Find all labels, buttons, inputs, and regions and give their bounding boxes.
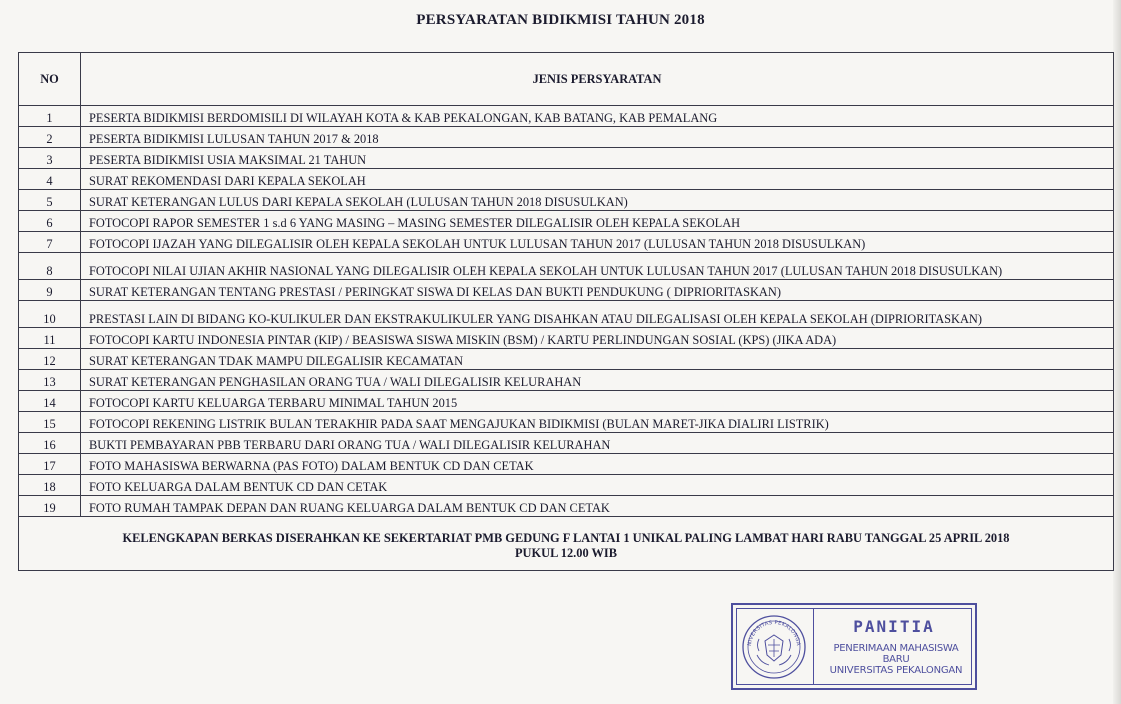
- row-requirement: FOTO KELUARGA DALAM BENTUK CD DAN CETAK: [81, 475, 1114, 496]
- table-row: [19, 454, 1114, 475]
- table-row: [19, 301, 1114, 328]
- row-number: 4: [19, 169, 81, 190]
- row-number: 9: [19, 280, 81, 301]
- row-requirement: SURAT KETERANGAN PENGHASILAN ORANG TUA / WALI DILEGALISIR KELURAHAN: [81, 370, 1114, 391]
- table-row: [19, 106, 1114, 127]
- row-number: 1: [19, 106, 81, 127]
- row-number: 8: [19, 253, 81, 280]
- table-row: [19, 391, 1114, 412]
- row-number: 16: [19, 433, 81, 454]
- table-row: [19, 169, 1114, 190]
- row-requirement: BUKTI PEMBAYARAN PBB TERBARU DARI ORANG TUA / WALI DILEGALISIR KELURAHAN: [81, 433, 1114, 454]
- row-number: 12: [19, 349, 81, 370]
- stamp-subtitle: PENERIMAAN MAHASISWA BARU: [833, 643, 959, 665]
- stamp-university: UNIVERSITAS PEKALONGAN: [829, 665, 963, 676]
- scan-edge: [1113, 0, 1121, 704]
- row-number: 18: [19, 475, 81, 496]
- row-number: 14: [19, 391, 81, 412]
- table-row: [19, 280, 1114, 301]
- header-requirement: JENIS PERSYARATAN: [81, 53, 1114, 106]
- row-number: 17: [19, 454, 81, 475]
- university-seal-icon: [739, 611, 809, 682]
- submission-note-line2: PUKUL 12.00 WIB: [514, 546, 617, 560]
- row-requirement: FOTO RUMAH TAMPAK DEPAN DAN RUANG KELUARGA DALAM BENTUK CD DAN CETAK: [81, 496, 1114, 517]
- row-requirement: SURAT REKOMENDASI DARI KEPALA SEKOLAH: [81, 169, 1114, 190]
- row-number: 6: [19, 211, 81, 232]
- row-number: 19: [19, 496, 81, 517]
- row-requirement: PESERTA BIDIKMISI LULUSAN TAHUN 2017 & 2018: [81, 127, 1114, 148]
- table-row: [19, 475, 1114, 496]
- document-title: PERSYARATAN BIDIKMISI TAHUN 2018: [416, 12, 705, 28]
- submission-note: [19, 517, 1114, 571]
- row-requirement: SURAT KETERANGAN TENTANG PRESTASI / PERINGKAT SISWA DI KELAS DAN BUKTI PENDUKUNG ( DIPRIORITASKAN): [81, 280, 1114, 301]
- table-row: [19, 190, 1114, 211]
- table-row: [19, 412, 1114, 433]
- table-row: [19, 211, 1114, 232]
- row-requirement: FOTOCOPI KARTU KELUARGA TERBARU MINIMAL TAHUN 2015: [81, 391, 1114, 412]
- requirements-table: [18, 52, 1114, 571]
- table-row: [19, 253, 1114, 280]
- submission-note-line1: KELENGKAPAN BERKAS DISERAHKAN KE SEKERTARIAT PMB GEDUNG F LANTAI 1 UNIKAL PALING LAMBAT HARI RABU TANGGAL 25 APRIL 2018: [122, 531, 1010, 545]
- table-row: [19, 232, 1114, 253]
- row-number: 11: [19, 328, 81, 349]
- row-number: 10: [19, 301, 81, 328]
- row-requirement: SURAT KETERANGAN LULUS DARI KEPALA SEKOLAH (LULUSAN TAHUN 2018 DISUSULKAN): [81, 190, 1114, 211]
- row-requirement: FOTOCOPI RAPOR SEMESTER 1 s.d 6 YANG MASING – MASING SEMESTER DILEGALISIR OLEH KEPALA SEKOLAH: [81, 211, 1114, 232]
- row-requirement: FOTOCOPI REKENING LISTRIK BULAN TERAKHIR PADA SAAT MENGAJUKAN BIDIKMISI (BULAN MARET-JIKA DIALIRI LISTRIK): [81, 412, 1114, 433]
- table-row: [19, 496, 1114, 517]
- table-row: [19, 148, 1114, 169]
- committee-stamp: [731, 603, 977, 690]
- table-row: [19, 349, 1114, 370]
- table-row: [19, 370, 1114, 391]
- row-requirement: PESERTA BIDIKMISI USIA MAKSIMAL 21 TAHUN: [81, 148, 1114, 169]
- table-row: [19, 328, 1114, 349]
- table-row: [19, 127, 1114, 148]
- row-requirement: PRESTASI LAIN DI BIDANG KO-KULIKULER DAN EKSTRAKULIKULER YANG DISAHKAN ATAU DILEGALISASI OLEH KEPALA SEKOLAH (DIPRIORITASKAN): [81, 301, 1114, 328]
- row-requirement: FOTOCOPI IJAZAH YANG DILEGALISIR OLEH KEPALA SEKOLAH UNTUK LULUSAN TAHUN 2017 (LULUSAN TAHUN 2018 DISUSULKAN): [81, 232, 1114, 253]
- row-requirement: FOTOCOPI NILAI UJIAN AKHIR NASIONAL YANG DILEGALISIR OLEH KEPALA SEKOLAH UNTUK LULUSAN TAHUN 2017 (LULUSAN TAHUN 2018 DISUSULKAN): [81, 253, 1114, 280]
- seal-text: NIVERSITAS PEKALONGA: [746, 619, 802, 647]
- row-number: 2: [19, 127, 81, 148]
- stamp-divider: [813, 608, 814, 685]
- row-requirement: FOTO MAHASISWA BERWARNA (PAS FOTO) DALAM BENTUK CD DAN CETAK: [81, 454, 1114, 475]
- row-number: 7: [19, 232, 81, 253]
- table-row: [19, 433, 1114, 454]
- row-requirement: SURAT KETERANGAN TDAK MAMPU DILEGALISIR KECAMATAN: [81, 349, 1114, 370]
- row-requirement: FOTOCOPI KARTU INDONESIA PINTAR (KIP) / BEASISWA SISWA MISKIN (BSM) / KARTU PERLINDUNGAN SOSIAL (KPS) (JIKA ADA): [81, 328, 1114, 349]
- stamp-title: PANITIA: [853, 617, 935, 636]
- row-number: 13: [19, 370, 81, 391]
- row-number: 5: [19, 190, 81, 211]
- table-header-row: [19, 53, 1114, 106]
- header-no: NO: [19, 53, 81, 106]
- row-requirement: PESERTA BIDIKMISI BERDOMISILI DI WILAYAH KOTA & KAB PEKALONGAN, KAB BATANG, KAB PEMALANG: [81, 106, 1114, 127]
- table-footer-row: [19, 517, 1114, 571]
- row-number: 3: [19, 148, 81, 169]
- row-number: 15: [19, 412, 81, 433]
